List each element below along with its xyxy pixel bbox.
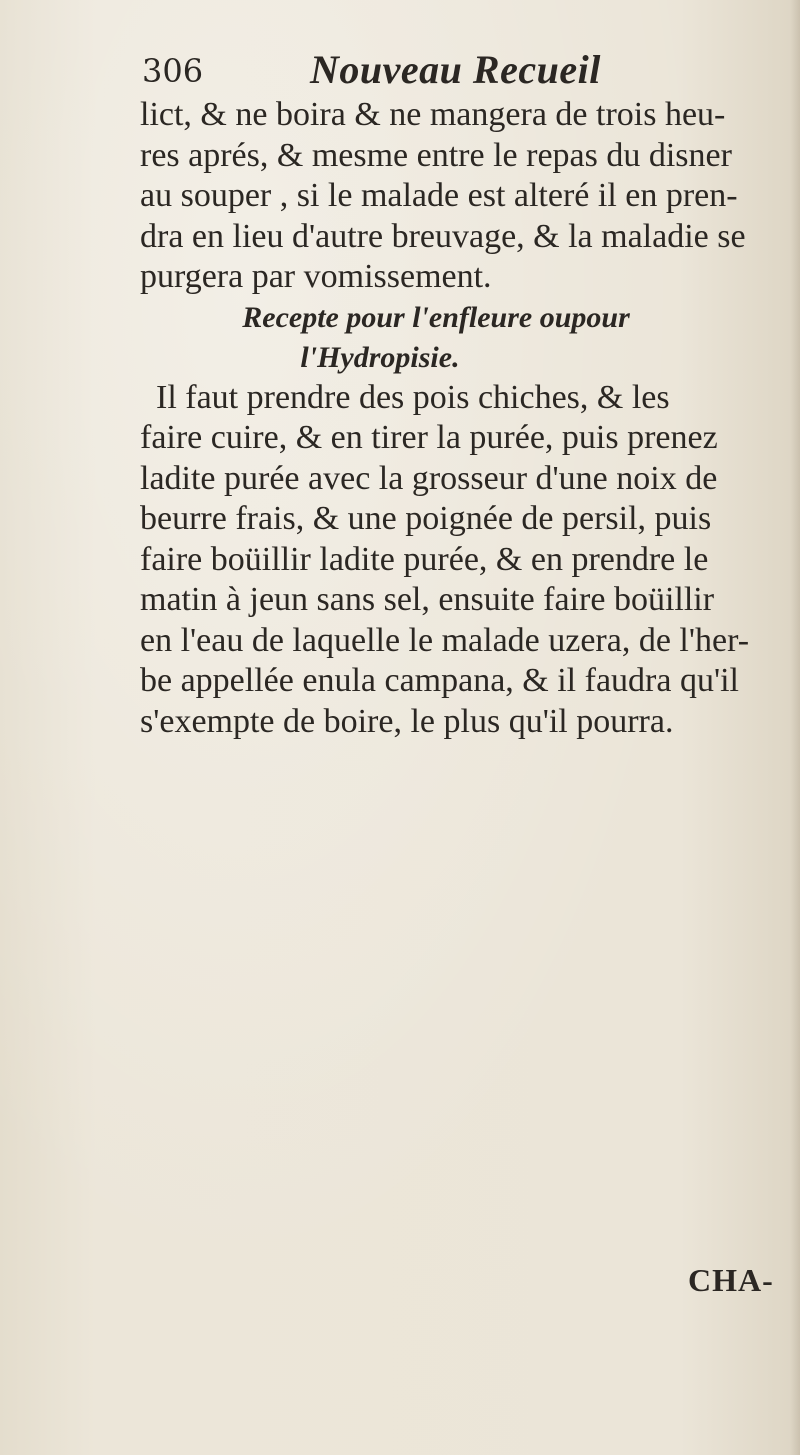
page-edge-shadow (790, 0, 800, 1455)
catchword: CHA- (688, 1262, 774, 1298)
page-number: 306 (142, 52, 204, 90)
text-line: res aprés, & mesme entre le repas du disner (140, 136, 732, 174)
recipe-heading-line: Recepte pour l'enfleure oupour (242, 300, 630, 334)
recipe-paragraph (140, 378, 760, 743)
text-line: en l'eau de laquelle le malade uzera, de l'her- (140, 621, 750, 659)
text-line: faire boüillir ladite purée, & en prendre le (140, 540, 709, 578)
page-body (140, 95, 760, 742)
recipe-heading-line: l'Hydropisie. (300, 340, 460, 374)
text-line: be appellée enula campana, & il faudra qu'il (140, 662, 739, 699)
text-line: faire cuire, & en tirer la purée, puis prenez (140, 419, 718, 456)
text-line: dra en lieu d'autre breuvage, & la maladie se (140, 217, 746, 255)
text-line: purgera par vomissement. (140, 258, 492, 295)
text-line: lict, & ne boira & ne mangera de trois heu- (140, 96, 726, 133)
text-line: s'exempte de boire, le plus qu'il pourra. (140, 702, 674, 740)
page-header (142, 46, 742, 96)
text-line: au souper , si le malade est alteré il en pren- (140, 177, 738, 214)
text-line: Il faut prendre des pois chiches, & les (156, 378, 670, 416)
paragraph-continuation (140, 95, 760, 298)
text-line: beurre frais, & une poignée de persil, puis (140, 500, 712, 537)
running-title: Nouveau Recueil (310, 47, 601, 92)
recipe-heading (140, 298, 760, 378)
text-line: ladite purée avec la grosseur d'une noix de (140, 459, 718, 497)
text-line: matin à jeun sans sel, ensuite faire boüillir (140, 581, 715, 618)
